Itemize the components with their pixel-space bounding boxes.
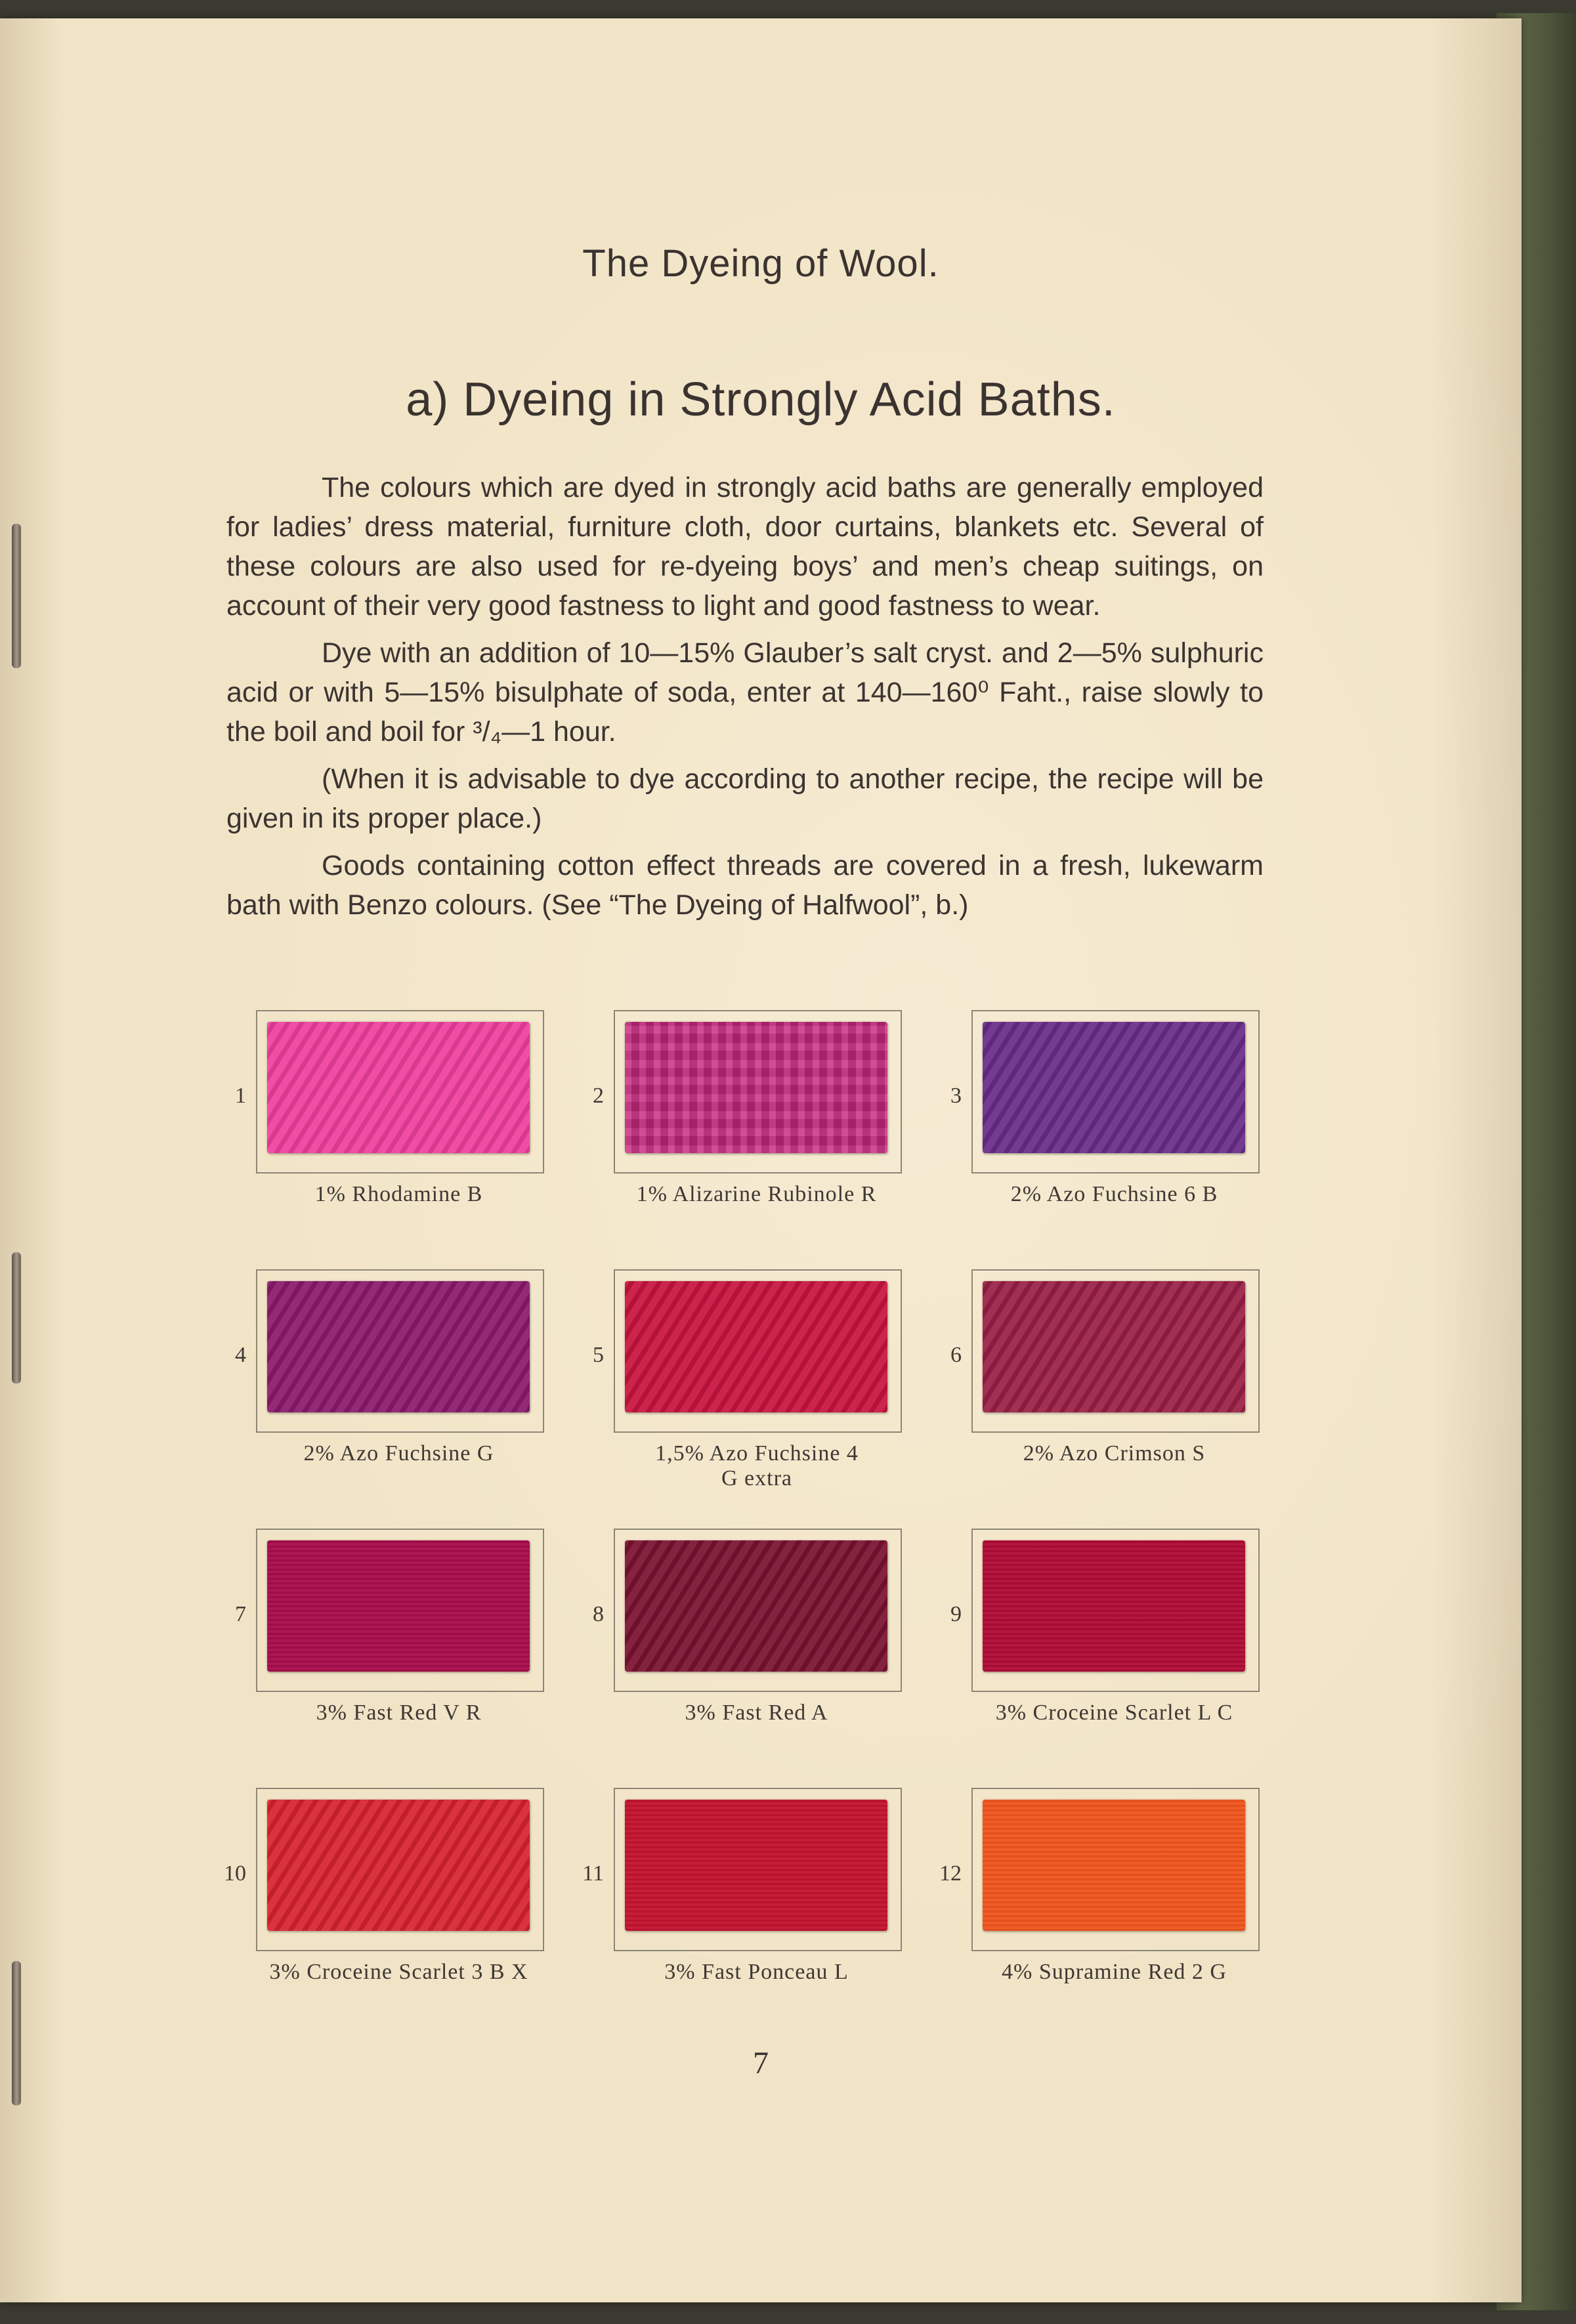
fabric-swatch bbox=[625, 1022, 887, 1153]
section-title: a) Dyeing in Strongly Acid Baths. bbox=[406, 373, 1116, 426]
running-head: The Dyeing of Wool. bbox=[582, 242, 939, 285]
sample-number: 3 bbox=[950, 1084, 962, 1108]
paragraph-note: (When it is advisable to dye according to another recipe, the recipe will be given in its proper place.) bbox=[226, 763, 1264, 834]
sample-frame bbox=[256, 1269, 544, 1433]
sample-frame bbox=[256, 1529, 544, 1692]
fabric-swatch bbox=[983, 1540, 1245, 1672]
sample-frame bbox=[256, 1010, 544, 1173]
sample-number: 1 bbox=[235, 1084, 246, 1108]
sample-number: 11 bbox=[582, 1861, 604, 1886]
sample-number: 10 bbox=[224, 1861, 246, 1886]
sample-number: 5 bbox=[593, 1343, 604, 1367]
fabric-swatch bbox=[267, 1540, 530, 1672]
sample-label: 4% Supramine Red 2 G bbox=[1002, 1960, 1227, 1984]
sample-label: 3% Fast Red A bbox=[685, 1701, 828, 1725]
paragraph-cotton-effects: Goods containing cotton effect threads are covered in a fresh, lukewarm bath with Benzo colours. (See “The Dyeing of Halfwool”, b.) bbox=[226, 850, 1264, 921]
sample-frame bbox=[971, 1269, 1260, 1433]
fabric-swatch bbox=[983, 1022, 1245, 1153]
sample-frame bbox=[614, 1529, 902, 1692]
sample-label: 2% Azo Fuchsine 6 B bbox=[1010, 1182, 1218, 1206]
sample-label: 3% Croceine Scarlet L C bbox=[995, 1701, 1233, 1725]
fabric-swatch bbox=[267, 1281, 530, 1412]
sample-label: 3% Fast Ponceau L bbox=[664, 1960, 849, 1984]
fabric-swatch bbox=[625, 1800, 887, 1931]
fabric-swatch bbox=[625, 1281, 887, 1412]
sample-grid bbox=[0, 18, 1522, 2302]
sample-label: 2% Azo Crimson S bbox=[1023, 1441, 1206, 1466]
sample-label: 3% Croceine Scarlet 3 B X bbox=[269, 1960, 528, 1984]
sample-frame bbox=[614, 1010, 902, 1173]
sample-frame bbox=[971, 1529, 1260, 1692]
sample-number: 2 bbox=[593, 1084, 604, 1108]
fabric-swatch bbox=[983, 1281, 1245, 1412]
fabric-swatch bbox=[267, 1022, 530, 1153]
sample-number: 4 bbox=[235, 1343, 246, 1367]
sample-number: 12 bbox=[939, 1861, 962, 1886]
sample-frame bbox=[971, 1010, 1260, 1173]
sample-number: 7 bbox=[235, 1602, 246, 1626]
fabric-swatch bbox=[625, 1540, 887, 1672]
paragraph-intro: The colours which are dyed in strongly acid baths are generally employed for ladies’ dress material, furniture cloth, door curtains, blankets etc. Several of these colours are also used for re-dyeing boys’ and men’s cheap suitings, on account of their very good fastness to light and good fastness to wear. bbox=[226, 472, 1264, 622]
sample-frame bbox=[971, 1788, 1260, 1951]
sample-label: 1% Rhodamine B bbox=[314, 1182, 483, 1206]
sample-number: 8 bbox=[593, 1602, 604, 1626]
sample-label: 2% Azo Fuchsine G bbox=[303, 1441, 494, 1466]
sample-number: 9 bbox=[950, 1602, 962, 1626]
sample-label: 1% Alizarine Rubinole R bbox=[636, 1182, 877, 1206]
fabric-swatch bbox=[983, 1800, 1245, 1931]
sample-label: 1,5% Azo Fuchsine 4 G extra bbox=[655, 1441, 859, 1490]
sample-frame bbox=[256, 1788, 544, 1951]
sample-label: 3% Fast Red V R bbox=[316, 1701, 482, 1725]
sample-frame bbox=[614, 1269, 902, 1433]
paragraph-recipe: Dye with an addition of 10—15% Glauber’s salt cryst. and 2—5% sulphuric acid or with 5—15% bisulphate of soda, enter at 140—160⁰ Faht., raise slowly to the boil and boil for ³/₄—1 hour. bbox=[226, 637, 1264, 748]
fabric-swatch bbox=[267, 1800, 530, 1931]
page-number: 7 bbox=[753, 2046, 769, 2081]
book-page bbox=[0, 18, 1522, 2302]
sample-number: 6 bbox=[950, 1343, 962, 1367]
sample-frame bbox=[614, 1788, 902, 1951]
